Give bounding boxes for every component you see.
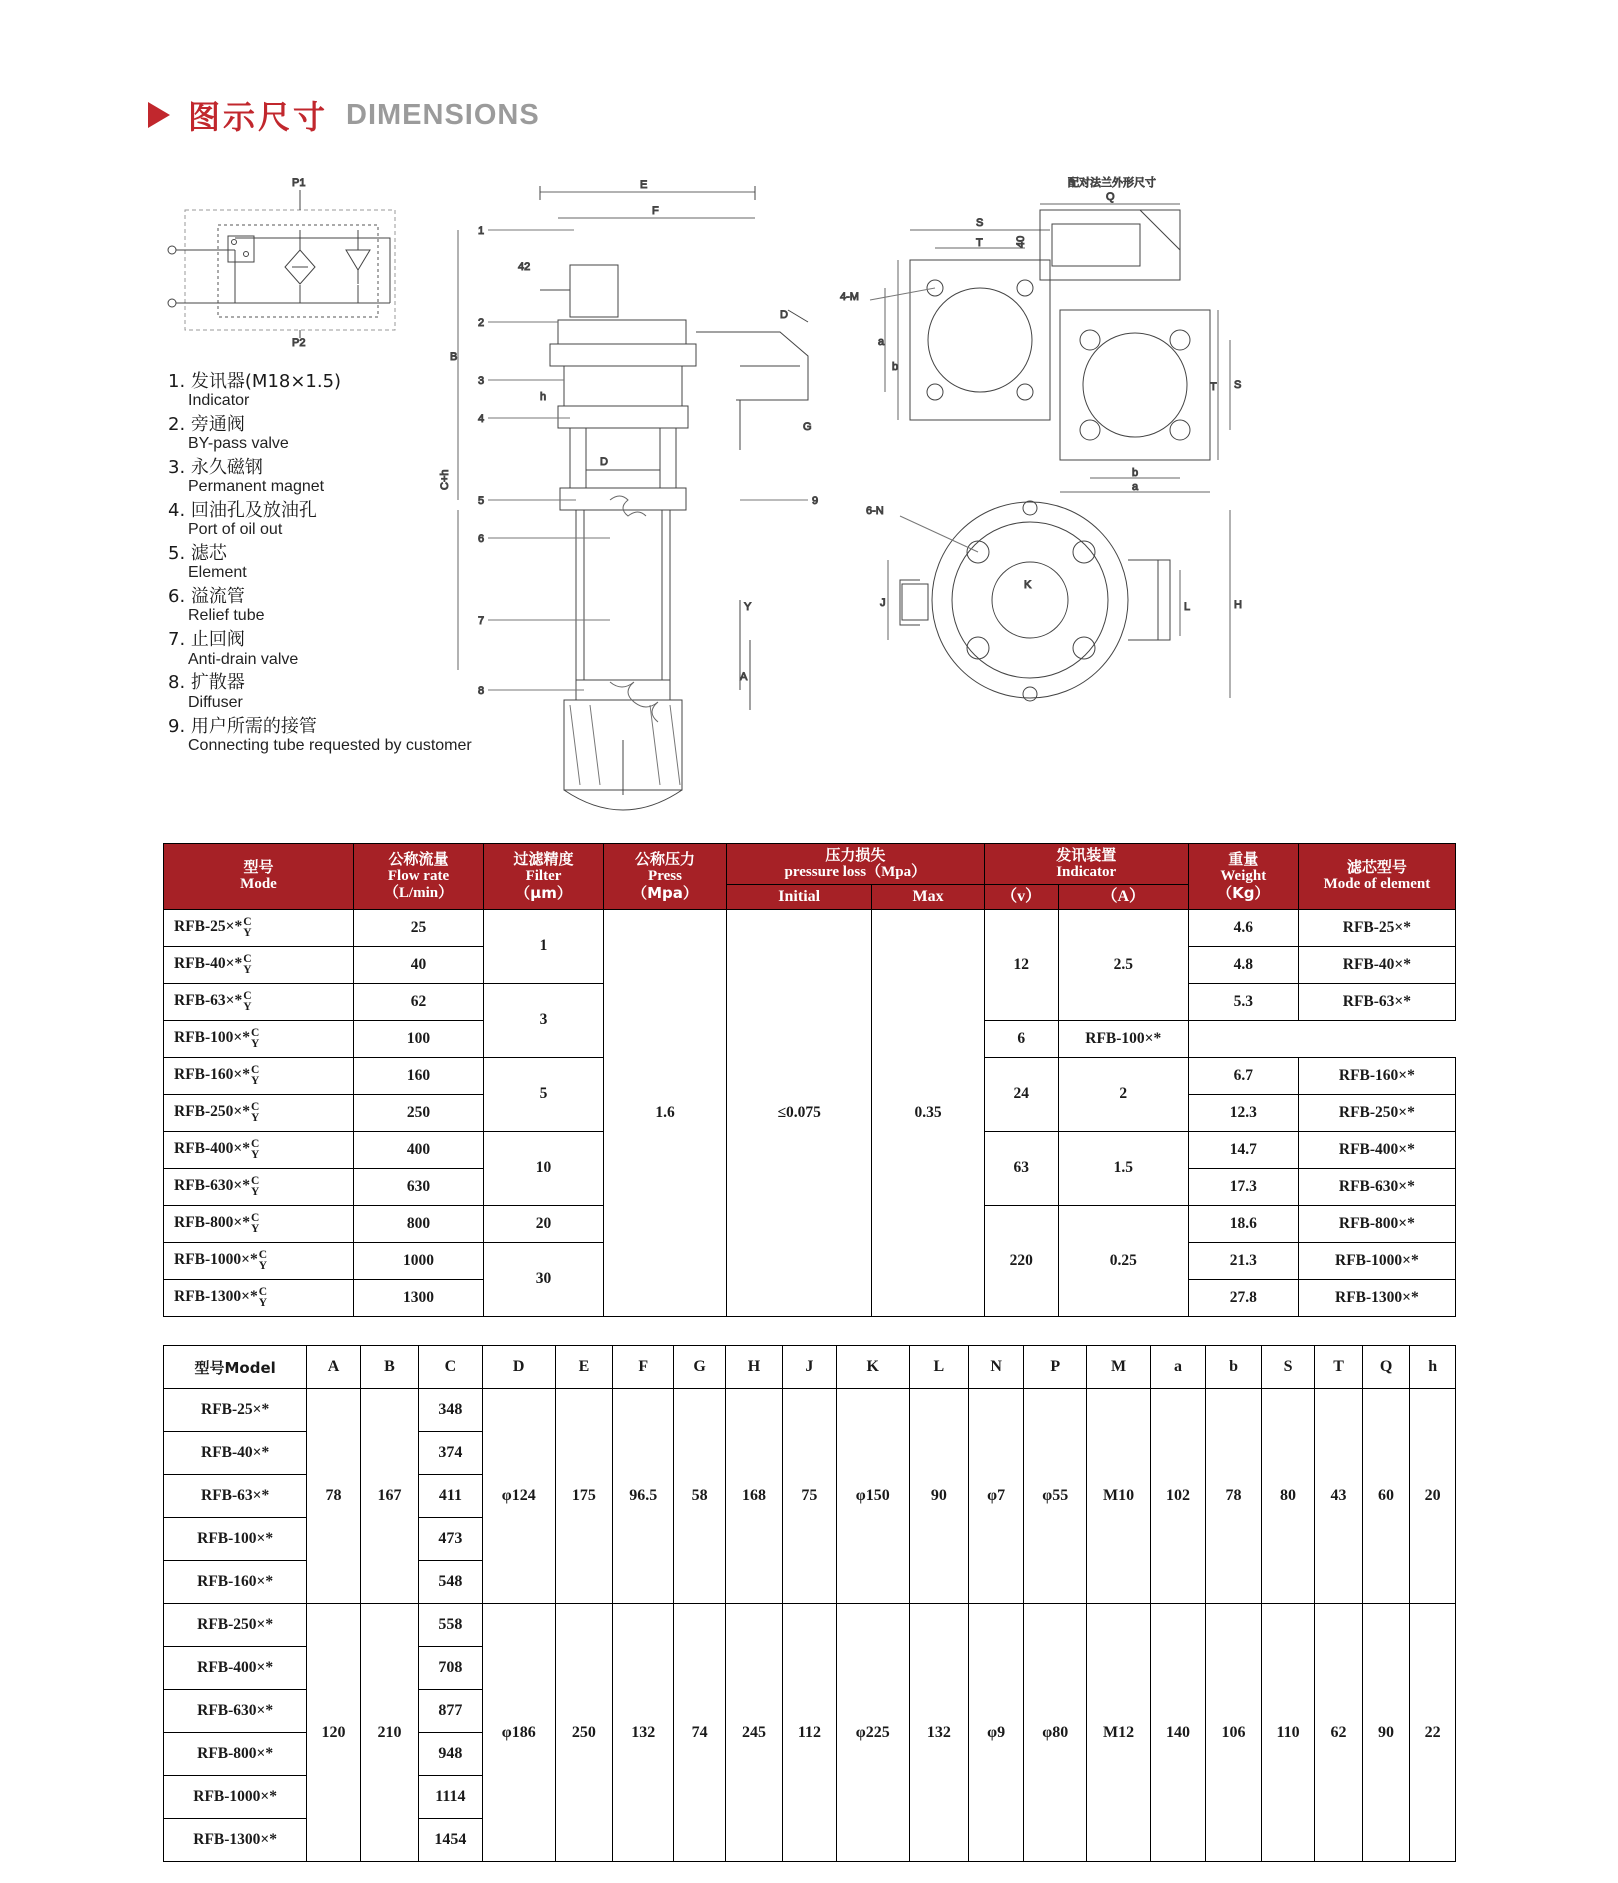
- cell-C: 374: [419, 1432, 482, 1475]
- col-flow-en: Flow rate: [387, 867, 450, 884]
- cell-P: φ80: [1024, 1604, 1087, 1862]
- svg-text:42: 42: [518, 261, 531, 273]
- dim-col-F: F: [613, 1346, 674, 1389]
- cell-element: RFB-250×*: [1298, 1094, 1455, 1131]
- cell-weight: 4.8: [1188, 946, 1298, 983]
- col-loss-max: Max: [872, 884, 984, 909]
- cell-indicator-a: 2.5: [1058, 909, 1188, 1020]
- cell-a: 140: [1150, 1604, 1205, 1862]
- col-filter-unit: （μm）: [515, 883, 572, 902]
- cell-flow: 1300: [354, 1279, 484, 1316]
- cell-C: 1454: [419, 1819, 482, 1862]
- cell-N: φ7: [969, 1389, 1024, 1604]
- cell-E: 175: [555, 1389, 612, 1604]
- col-model-cn: 型号: [243, 858, 274, 877]
- page-title-en: DIMENSIONS: [346, 98, 540, 131]
- col-element: [1298, 844, 1455, 910]
- svg-text:S: S: [1234, 379, 1242, 391]
- cell-Q: 90: [1362, 1604, 1409, 1862]
- cell-D: φ124: [482, 1389, 555, 1604]
- cell-flow: 25: [354, 909, 484, 946]
- cell-N: φ9: [969, 1604, 1024, 1862]
- list-item: [168, 372, 498, 410]
- cell-filter: 5: [484, 1057, 604, 1131]
- svg-text:3: 3: [478, 375, 485, 387]
- cell-weight: 21.3: [1188, 1242, 1298, 1279]
- col-indicator-cn: 发讯装置: [1056, 846, 1117, 864]
- table-row: [164, 1389, 1456, 1432]
- cell-indicator-v: 24: [984, 1057, 1058, 1131]
- col-indicator-a: （A）: [1058, 884, 1188, 909]
- svg-text:2: 2: [478, 317, 485, 329]
- cell-h: 22: [1410, 1604, 1456, 1862]
- cell-model: RFB-1000×*C Y: [164, 1242, 354, 1279]
- cell-weight: 14.7: [1188, 1131, 1298, 1168]
- svg-text:S: S: [976, 217, 984, 229]
- svg-text:T: T: [1210, 381, 1217, 393]
- col-loss-en: pressure loss（Mpa）: [784, 863, 927, 880]
- cell-indicator-a: 0.25: [1058, 1205, 1188, 1316]
- cell-E: 250: [555, 1604, 612, 1862]
- svg-text:b: b: [892, 361, 899, 373]
- cell-weight: 27.8: [1188, 1279, 1298, 1316]
- svg-text:6: 6: [478, 533, 485, 545]
- cell-element: RFB-800×*: [1298, 1205, 1455, 1242]
- col-filter: [484, 844, 604, 910]
- cell-filter: 3: [484, 983, 604, 1057]
- cell-press: 1.6: [604, 909, 727, 1316]
- cell-indicator-a: 1.5: [1058, 1131, 1188, 1205]
- cell-C: 348: [419, 1389, 482, 1432]
- cell-model: RFB-630×*: [164, 1690, 307, 1733]
- legend-item-en: BY-pass valve: [188, 435, 289, 453]
- col-press-en: Press: [648, 867, 682, 884]
- col-model-en: Mode: [240, 876, 277, 893]
- list-item: [168, 630, 498, 668]
- legend-list: [168, 372, 498, 760]
- table-row: [164, 1604, 1456, 1647]
- legend-item-en: Indicator: [188, 392, 250, 410]
- cell-H: 168: [725, 1389, 782, 1604]
- col-indicator-en: Indicator: [1056, 863, 1117, 880]
- cell-C: 548: [419, 1561, 482, 1604]
- cell-C: 708: [419, 1647, 482, 1690]
- cell-K: φ150: [836, 1389, 909, 1604]
- cell-B: 210: [360, 1604, 418, 1862]
- cell-model: RFB-250×*C Y: [164, 1094, 354, 1131]
- list-item: [168, 717, 498, 755]
- col-indicator: [984, 844, 1188, 885]
- cell-model: RFB-40×*C Y: [164, 946, 354, 983]
- cell-element: RFB-160×*: [1298, 1057, 1455, 1094]
- svg-text:L: L: [1184, 601, 1191, 613]
- svg-text:D: D: [600, 456, 608, 468]
- svg-text:K: K: [1024, 579, 1032, 591]
- dim-col-P: P: [1024, 1346, 1087, 1389]
- cell-C: 558: [419, 1604, 482, 1647]
- svg-text:配对法兰外形尺寸: 配对法兰外形尺寸: [1068, 176, 1156, 189]
- cell-model: RFB-800×*: [164, 1733, 307, 1776]
- cell-A: 120: [307, 1604, 361, 1862]
- dim-col-M: M: [1087, 1346, 1150, 1389]
- list-item: [168, 587, 498, 625]
- legend-item-en: Diffuser: [188, 693, 243, 711]
- dim-col-a: a: [1150, 1346, 1205, 1389]
- cell-indicator-v: 12: [984, 909, 1058, 1020]
- cell-C: 1114: [419, 1776, 482, 1819]
- col-loss-initial: Initial: [727, 884, 872, 909]
- dim-col-L: L: [909, 1346, 968, 1389]
- svg-text:H: H: [1234, 599, 1242, 611]
- cell-model: RFB-1300×*C Y: [164, 1279, 354, 1316]
- col-weight-en: Weight: [1220, 867, 1267, 884]
- svg-text:E: E: [640, 179, 648, 191]
- svg-text:a: a: [878, 336, 885, 348]
- cell-filter: 20: [484, 1205, 604, 1242]
- cell-M: M12: [1087, 1604, 1150, 1862]
- cell-H: 245: [725, 1604, 782, 1862]
- cell-weight: 12.3: [1188, 1094, 1298, 1131]
- col-flow: [354, 844, 484, 910]
- svg-text:h: h: [540, 391, 547, 403]
- cell-flow: 800: [354, 1205, 484, 1242]
- col-press-unit: （Mpa）: [632, 883, 698, 902]
- svg-text:4: 4: [478, 413, 485, 425]
- cell-element: RFB-1300×*: [1298, 1279, 1455, 1316]
- cell-weight: 6: [984, 1020, 1058, 1057]
- legend-item-en: Anti-drain valve: [188, 650, 299, 668]
- col-filter-en: Filter: [525, 867, 562, 884]
- legend-item-cn: 5. 滤芯: [168, 543, 227, 565]
- svg-text:40: 40: [1015, 235, 1027, 248]
- cell-model: RFB-25×*C Y: [164, 909, 354, 946]
- cell-model: RFB-160×*C Y: [164, 1057, 354, 1094]
- col-flow-unit: （L/min）: [383, 884, 454, 901]
- cell-P: φ55: [1024, 1389, 1087, 1604]
- cell-C: 411: [419, 1475, 482, 1518]
- cell-loss-initial: ≤0.075: [727, 909, 872, 1316]
- svg-text:P2: P2: [292, 337, 306, 349]
- cell-model: RFB-63×*C Y: [164, 983, 354, 1020]
- svg-text:1: 1: [478, 225, 485, 237]
- cell-model: RFB-250×*: [164, 1604, 307, 1647]
- dim-col-J: J: [783, 1346, 837, 1389]
- svg-text:7: 7: [478, 615, 485, 627]
- legend-item-en: Relief tube: [188, 607, 265, 625]
- svg-text:Y: Y: [744, 601, 752, 613]
- svg-text:b: b: [1132, 467, 1139, 479]
- col-weight: [1188, 844, 1298, 910]
- svg-text:C+h: C+h: [439, 469, 451, 490]
- cell-model: RFB-400×*C Y: [164, 1131, 354, 1168]
- svg-text:B: B: [450, 351, 458, 363]
- cell-B: 167: [360, 1389, 418, 1604]
- svg-text:4-M: 4-M: [840, 291, 859, 303]
- col-model: [164, 844, 354, 910]
- col-press-cn: 公称压力: [634, 850, 695, 869]
- dim-col-D: D: [482, 1346, 555, 1389]
- cell-K: φ225: [836, 1604, 909, 1862]
- triangle-bullet-icon: [148, 102, 170, 128]
- cell-model: RFB-1300×*: [164, 1819, 307, 1862]
- cell-element: RFB-40×*: [1298, 946, 1455, 983]
- cell-S: 80: [1261, 1389, 1315, 1604]
- cell-flow: 62: [354, 983, 484, 1020]
- mating-flange-view: [1015, 175, 1241, 493]
- cell-model: RFB-1000×*: [164, 1776, 307, 1819]
- cell-model: RFB-100×*C Y: [164, 1020, 354, 1057]
- col-element-en: Mode of element: [1323, 876, 1431, 893]
- svg-text:5: 5: [478, 495, 485, 507]
- dim-col-T: T: [1315, 1346, 1362, 1389]
- list-item: [168, 458, 498, 496]
- cell-J: 112: [783, 1604, 837, 1862]
- svg-text:a: a: [1132, 481, 1139, 493]
- cell-filter: 10: [484, 1131, 604, 1205]
- col-filter-cn: 过滤精度: [513, 850, 574, 869]
- cell-D: φ186: [482, 1604, 555, 1862]
- svg-text:T: T: [976, 237, 983, 249]
- section-header: [148, 92, 540, 138]
- legend-item-cn: 4. 回油孔及放油孔: [168, 500, 317, 522]
- col-weight-cn: 重量: [1228, 850, 1259, 869]
- cell-M: M10: [1087, 1389, 1150, 1604]
- cell-S: 110: [1261, 1604, 1315, 1862]
- dim-col-C: C: [419, 1346, 482, 1389]
- cell-weight: 6.7: [1188, 1057, 1298, 1094]
- cell-indicator-v: 63: [984, 1131, 1058, 1205]
- svg-text:P1: P1: [292, 177, 306, 189]
- svg-text:Q: Q: [1106, 191, 1115, 203]
- specification-table: [163, 843, 1456, 1317]
- cell-model: RFB-63×*: [164, 1475, 307, 1518]
- dimension-table: [163, 1345, 1456, 1862]
- legend-item-en: Permanent magnet: [188, 478, 325, 496]
- cell-model: RFB-800×*C Y: [164, 1205, 354, 1242]
- legend-item-cn: 2. 旁通阀: [168, 414, 245, 436]
- svg-text:D: D: [780, 309, 788, 321]
- cell-element: RFB-63×*: [1298, 983, 1455, 1020]
- legend-item-cn: 1. 发讯器(M18×1.5): [168, 371, 342, 392]
- cell-C: 948: [419, 1733, 482, 1776]
- cell-model: RFB-40×*: [164, 1432, 307, 1475]
- col-loss-cn: 压力损失: [825, 846, 886, 864]
- cell-flow: 100: [354, 1020, 484, 1057]
- cell-weight: 18.6: [1188, 1205, 1298, 1242]
- dim-col-h: h: [1410, 1346, 1456, 1389]
- legend-item-cn: 6. 溢流管: [168, 586, 245, 608]
- cell-indicator-v: 220: [984, 1205, 1058, 1316]
- cell-model: RFB-630×*C Y: [164, 1168, 354, 1205]
- legend-item-cn: 7. 止回阀: [168, 629, 245, 651]
- cell-A: 78: [307, 1389, 361, 1604]
- cell-weight: 17.3: [1188, 1168, 1298, 1205]
- cell-flow: 40: [354, 946, 484, 983]
- cell-b: 78: [1206, 1389, 1261, 1604]
- cell-flow: 250: [354, 1094, 484, 1131]
- cell-flow: 400: [354, 1131, 484, 1168]
- dim-col-H: H: [725, 1346, 782, 1389]
- list-item: [168, 501, 498, 539]
- legend-item-en: Element: [188, 564, 247, 582]
- dim-col-B: B: [360, 1346, 418, 1389]
- svg-text:9: 9: [812, 495, 819, 507]
- dim-col-N: N: [969, 1346, 1024, 1389]
- cell-model: RFB-100×*: [164, 1518, 307, 1561]
- cell-element: RFB-25×*: [1298, 909, 1455, 946]
- cell-F: 96.5: [613, 1389, 674, 1604]
- cell-L: 90: [909, 1389, 968, 1604]
- cell-element: RFB-100×*: [1058, 1020, 1188, 1057]
- cell-element: RFB-400×*: [1298, 1131, 1455, 1168]
- legend-item-cn: 9. 用户所需的接管: [168, 715, 317, 737]
- dim-col-E: E: [555, 1346, 612, 1389]
- cell-flow: 1000: [354, 1242, 484, 1279]
- hydraulic-schematic: [168, 177, 395, 349]
- cell-weight: 5.3: [1188, 983, 1298, 1020]
- cell-filter: 30: [484, 1242, 604, 1316]
- col-element-cn: 滤芯型号: [1346, 858, 1407, 877]
- cell-T: 43: [1315, 1389, 1362, 1604]
- svg-text:6-N: 6-N: [866, 505, 884, 517]
- cell-C: 473: [419, 1518, 482, 1561]
- cell-T: 62: [1315, 1604, 1362, 1862]
- cell-element: RFB-1000×*: [1298, 1242, 1455, 1279]
- dim-col-b: b: [1206, 1346, 1261, 1389]
- cell-model: RFB-160×*: [164, 1561, 307, 1604]
- list-item: [168, 415, 498, 453]
- cell-F: 132: [613, 1604, 674, 1862]
- svg-text:8: 8: [478, 685, 485, 697]
- legend-item-cn: 8. 扩散器: [168, 672, 245, 694]
- cell-L: 132: [909, 1604, 968, 1862]
- cell-model: RFB-400×*: [164, 1647, 307, 1690]
- cell-loss-max: 0.35: [872, 909, 984, 1316]
- col-press: [604, 844, 727, 910]
- table-row: [164, 909, 1456, 946]
- cell-J: 75: [783, 1389, 837, 1604]
- list-item: [168, 673, 498, 711]
- cell-flow: 160: [354, 1057, 484, 1094]
- dim-col-S: S: [1261, 1346, 1315, 1389]
- col-indicator-v: （v）: [984, 884, 1058, 909]
- cell-filter: 1: [484, 909, 604, 983]
- col-weight-unit: （Kg）: [1217, 883, 1270, 902]
- cell-G: 74: [674, 1604, 725, 1862]
- cell-element: RFB-630×*: [1298, 1168, 1455, 1205]
- col-flow-cn: 公称流量: [388, 850, 449, 869]
- dim-col-G: G: [674, 1346, 725, 1389]
- cell-G: 58: [674, 1389, 725, 1604]
- cell-a: 102: [1150, 1389, 1205, 1604]
- page-title-cn: 图示尺寸: [188, 98, 329, 136]
- bottom-plan-view: [866, 501, 1242, 701]
- list-item: [168, 544, 498, 582]
- dim-col-A: A: [307, 1346, 361, 1389]
- cell-indicator-a: 2: [1058, 1057, 1188, 1131]
- cell-Q: 60: [1362, 1389, 1409, 1604]
- cell-model: RFB-25×*: [164, 1389, 307, 1432]
- svg-text:F: F: [652, 205, 659, 217]
- svg-text:A: A: [740, 671, 748, 683]
- cell-C: 877: [419, 1690, 482, 1733]
- dim-col-Q: Q: [1362, 1346, 1409, 1389]
- svg-text:J: J: [880, 597, 886, 609]
- legend-item-cn: 3. 永久磁钢: [168, 457, 263, 479]
- dim-col-K: K: [836, 1346, 909, 1389]
- col-pressure-loss: [727, 844, 985, 885]
- cell-flow: 630: [354, 1168, 484, 1205]
- legend-item-en: Connecting tube requested by customer: [188, 736, 472, 754]
- cell-b: 106: [1206, 1604, 1261, 1862]
- cell-h: 20: [1410, 1389, 1456, 1604]
- dim-col-model: 型号Model: [164, 1346, 307, 1389]
- cell-weight: 4.6: [1188, 909, 1298, 946]
- svg-text:G: G: [803, 421, 812, 433]
- legend-item-en: Port of oil out: [188, 521, 283, 539]
